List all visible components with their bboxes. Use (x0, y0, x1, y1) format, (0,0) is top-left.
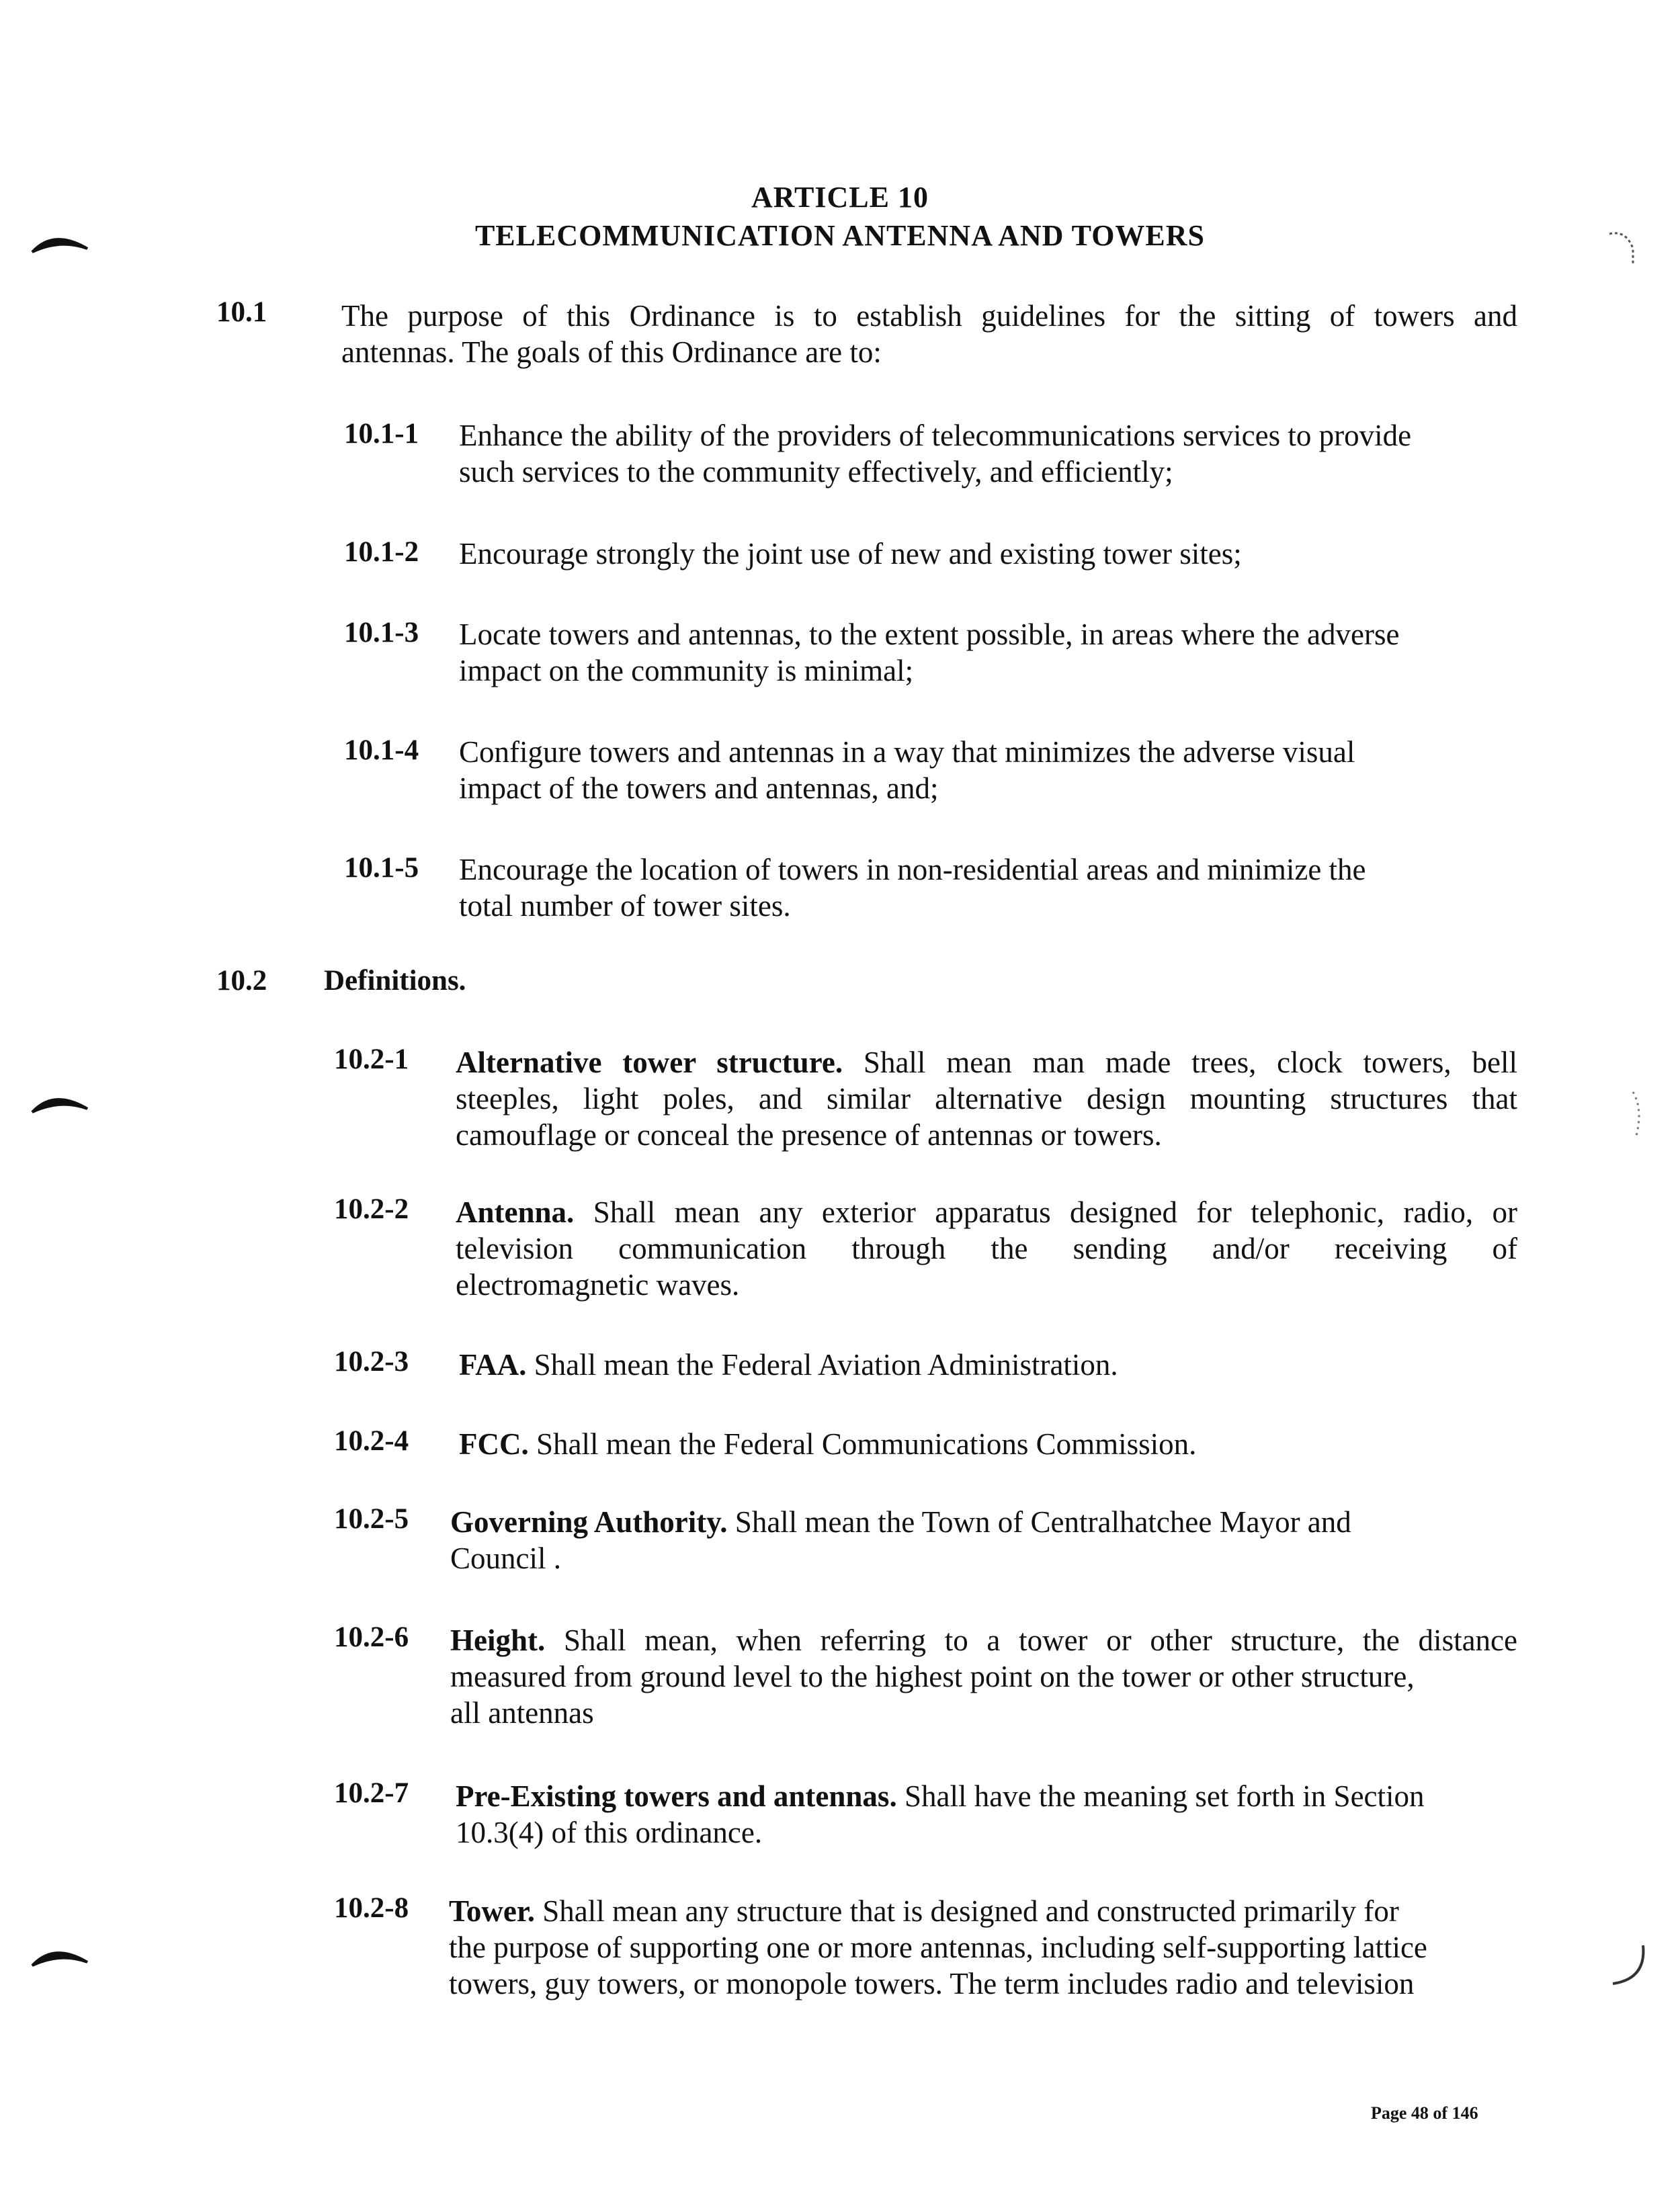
def-10-2-7-text (456, 1778, 1425, 1851)
def-term: Governing Authority. (450, 1505, 728, 1539)
item-10-1-1-text (459, 417, 1411, 490)
edge-mark-icon (1606, 1942, 1653, 1996)
section-number-10-2: 10.2 (216, 965, 267, 997)
def-number-10-2-2: 10.2-2 (334, 1193, 409, 1225)
text-line: antennas. The goals of this Ordinance are to: (341, 335, 882, 369)
item-number-10-1-2: 10.1-2 (344, 536, 419, 568)
item-10-1-2-text (459, 536, 1242, 572)
definitions-heading: Definitions. (324, 965, 466, 997)
item-number-10-1-1: 10.1-1 (344, 418, 419, 450)
text-line: Shall mean any structure that is designed and constructed primarily for (542, 1894, 1399, 1928)
text-line: Encourage the location of towers in non-residential areas and minimize the (459, 853, 1366, 886)
section-10-1-text (341, 298, 1517, 370)
text-line: such services to the community effectively, and efficiently; (459, 455, 1173, 489)
def-10-2-8-text (449, 1893, 1427, 2002)
item-10-1-3-text (459, 616, 1399, 689)
def-10-2-5-text (450, 1504, 1351, 1576)
text-line: Council . (450, 1542, 561, 1575)
def-10-2-6-text (450, 1622, 1517, 1731)
section-number-10-1: 10.1 (216, 296, 267, 328)
text-line: Locate towers and antennas, to the extent possible, in areas where the adverse (459, 618, 1400, 651)
text-line: camouflage or conceal the presence of antennas or towers. (456, 1118, 1162, 1152)
edge-mark-icon (1606, 228, 1646, 269)
item-number-10-1-4: 10.1-4 (344, 734, 419, 766)
text-line: Shall mean man made trees, clock towers, bell (863, 1046, 1517, 1079)
text-line: Shall have the meaning set forth in Section (904, 1779, 1425, 1813)
item-10-1-5-text (459, 851, 1366, 924)
text-line: television communication through the sending and/or receiving of (456, 1232, 1517, 1265)
text-line: total number of tower sites. (459, 889, 791, 923)
text-line: electromagnetic waves. (456, 1268, 740, 1302)
def-10-2-4-text (459, 1426, 1196, 1462)
edge-mark-icon (1626, 1089, 1653, 1142)
text-line: towers, guy towers, or monopole towers. The term includes radio and television (449, 1967, 1415, 2000)
def-term: Antenna. (456, 1195, 575, 1229)
text-line: impact of the towers and antennas, and; (459, 771, 939, 805)
text-line: steeples, light poles, and similar alternative design mounting structures that (456, 1082, 1517, 1115)
hole-punch-mark-icon (27, 222, 94, 262)
article-number: ARTICLE 10 (751, 181, 929, 214)
def-number-10-2-7: 10.2-7 (334, 1777, 409, 1809)
def-number-10-2-4: 10.2-4 (334, 1425, 409, 1457)
article-title: TELECOMMUNICATION ANTENNA AND TOWERS (474, 219, 1206, 252)
page-number: Page 48 of 146 (1371, 2103, 1478, 2123)
item-10-1-4-text (459, 734, 1355, 806)
def-number-10-2-3: 10.2-3 (334, 1346, 409, 1378)
def-term: Alternative tower structure. (456, 1046, 843, 1079)
def-10-2-2-text (456, 1194, 1517, 1303)
def-term: FCC. (459, 1427, 529, 1461)
text-line: The purpose of this Ordinance is to establish guidelines for the sitting of towers and (341, 299, 1517, 333)
item-number-10-1-3: 10.1-3 (344, 617, 419, 648)
text-line: Shall mean the Federal Aviation Administration. (534, 1348, 1118, 1382)
def-10-2-1-text (456, 1044, 1517, 1153)
text-line: Shall mean any exterior apparatus designed for telephonic, radio, or (593, 1195, 1518, 1229)
text-line: Enhance the ability of the providers of telecommunications services to provide (459, 419, 1412, 452)
def-term: Pre-Existing towers and antennas. (456, 1779, 897, 1813)
text-line: the purpose of supporting one or more antennas, including self-supporting lattice (449, 1931, 1427, 1964)
text-line: impact on the community is minimal; (459, 654, 914, 687)
text-line: 10.3(4) of this ordinance. (456, 1816, 763, 1849)
def-term: FAA. (459, 1348, 527, 1382)
text-line: Encourage strongly the joint use of new and existing tower sites; (459, 537, 1242, 571)
text-line: all antennas (450, 1696, 594, 1730)
text-line: Configure towers and antennas in a way that minimizes the adverse visual (459, 735, 1355, 769)
item-number-10-1-5: 10.1-5 (344, 852, 419, 884)
def-number-10-2-1: 10.2-1 (334, 1044, 409, 1075)
def-term: Height. (450, 1623, 546, 1657)
def-number-10-2-5: 10.2-5 (334, 1503, 409, 1535)
def-term: Tower. (449, 1894, 535, 1928)
def-10-2-3-text (459, 1347, 1118, 1383)
text-line: measured from ground level to the highest point on the tower or other structure, (450, 1660, 1415, 1693)
hole-punch-mark-icon (27, 1935, 94, 1976)
text-line: Shall mean the Town of Centralhatchee Mayor and (734, 1505, 1351, 1539)
text-line: Shall mean, when referring to a tower or other structure, the distance (563, 1623, 1517, 1657)
def-number-10-2-6: 10.2-6 (334, 1621, 409, 1653)
def-number-10-2-8: 10.2-8 (334, 1892, 409, 1924)
text-line: Shall mean the Federal Communications Commission. (536, 1427, 1197, 1461)
hole-punch-mark-icon (27, 1082, 94, 1122)
